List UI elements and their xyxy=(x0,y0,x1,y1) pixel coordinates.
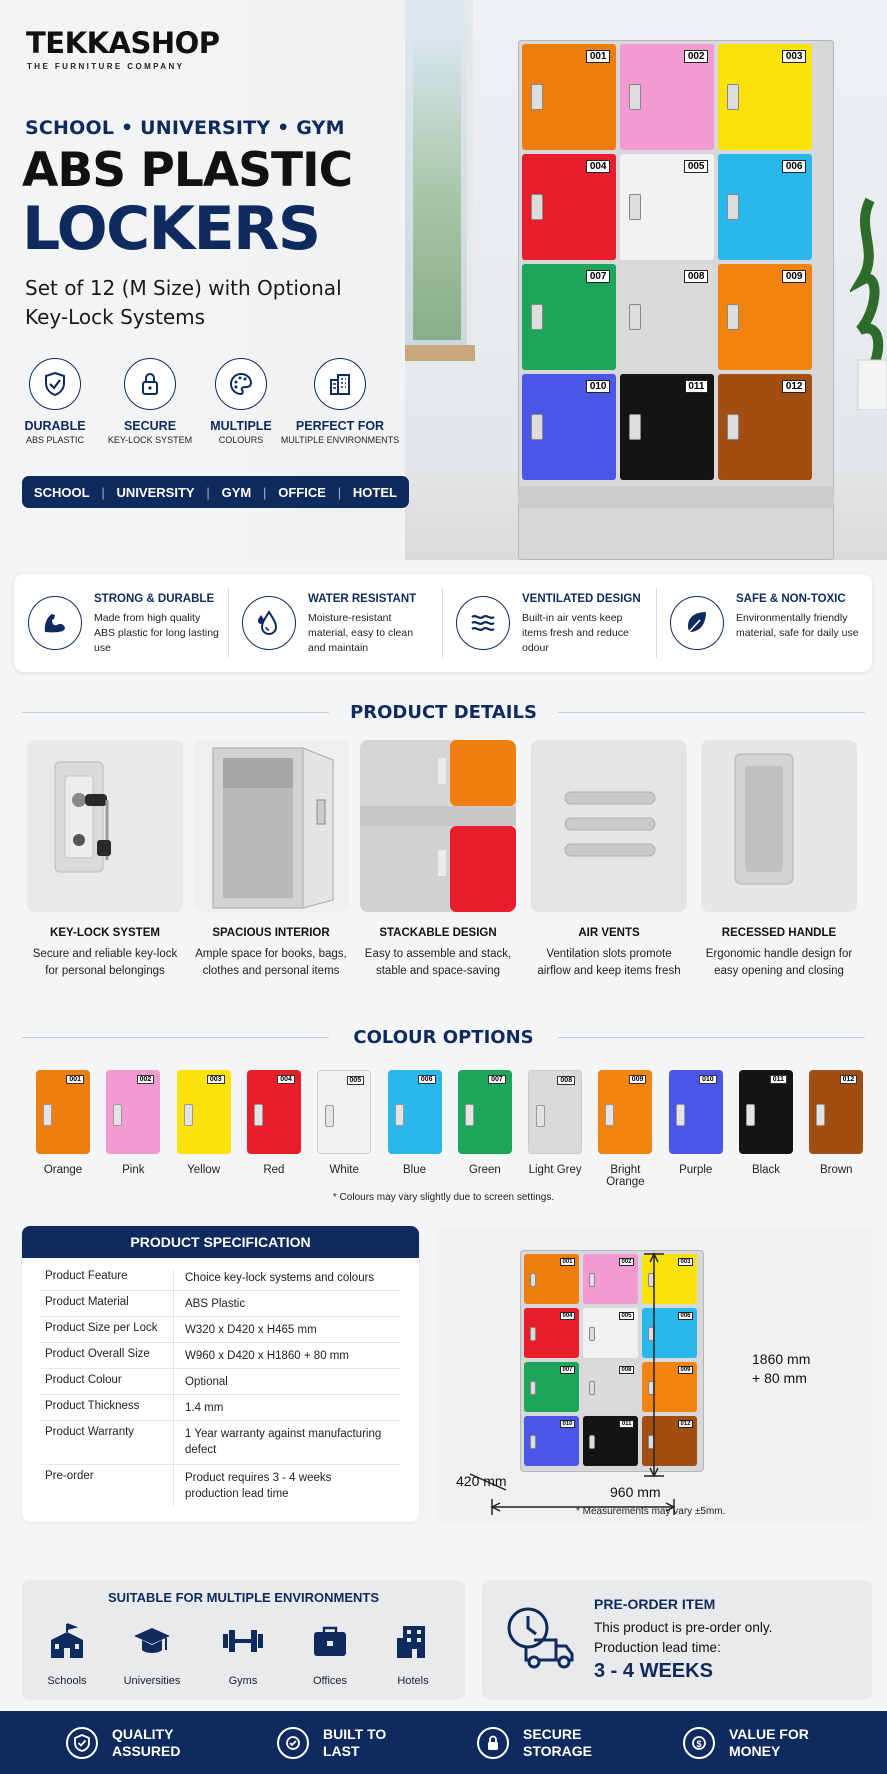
hotel-icon xyxy=(393,1622,433,1660)
footer-line1: VALUE FOR xyxy=(729,1725,809,1742)
spec-column-divider xyxy=(173,1270,174,1506)
locker-door xyxy=(718,264,812,370)
swatch-handle xyxy=(536,1105,545,1127)
env-tag-hotel: HOTEL xyxy=(352,484,397,500)
locker-number: 010 xyxy=(586,380,610,393)
colour-label: Green xyxy=(468,1164,501,1176)
feature-sub: MULTIPLE ENVIRONMENTS xyxy=(280,435,400,445)
colour-swatch[interactable] xyxy=(247,1070,301,1154)
swatch-number: 012 xyxy=(840,1075,858,1084)
locker-number: 005 xyxy=(684,160,708,173)
padlock-icon xyxy=(124,358,176,410)
benefit-title: VENTILATED DESIGN xyxy=(522,593,641,605)
divider xyxy=(40,1342,400,1343)
colour-swatch[interactable] xyxy=(739,1070,793,1154)
swatch-number: 009 xyxy=(629,1075,647,1084)
colour-swatch[interactable] xyxy=(669,1070,723,1154)
locker-handle xyxy=(727,304,739,330)
colour-label: Blue xyxy=(402,1164,427,1176)
env-schools xyxy=(42,1622,92,1687)
locker-number: 009 xyxy=(678,1366,693,1374)
swatch-number: 010 xyxy=(699,1075,717,1084)
footer-line1: QUALITY xyxy=(112,1725,174,1742)
colour-label: White xyxy=(329,1164,359,1176)
dumbbell-icon xyxy=(220,1622,266,1660)
env-label: Universities xyxy=(123,1675,181,1687)
feature-environments xyxy=(280,358,400,445)
preorder-title: PRE-ORDER ITEM xyxy=(594,1596,716,1612)
locker-handle xyxy=(727,414,739,440)
env-tag-separator: | xyxy=(263,484,267,500)
swatch-handle xyxy=(395,1104,404,1126)
footer-line2: LAST xyxy=(323,1742,360,1759)
footer-durable xyxy=(277,1711,386,1774)
footer-line1: SECURE xyxy=(523,1725,582,1742)
swatch-handle xyxy=(605,1104,614,1126)
spec-key: Product Overall Size xyxy=(45,1348,150,1360)
locker-door xyxy=(620,374,714,480)
locker-number: 003 xyxy=(678,1258,693,1266)
colour-label: Orange xyxy=(43,1164,83,1176)
swatch-number: 006 xyxy=(418,1075,436,1084)
feature-secure xyxy=(104,358,196,445)
palette-icon xyxy=(215,358,267,410)
benefit-desc: Made from high quality ABS plastic for long lasting use xyxy=(94,612,219,654)
benefit-desc: Moisture-resistant material, easy to clean and maintain xyxy=(308,612,414,654)
height-label xyxy=(752,1350,810,1388)
suitable-title: SUITABLE FOR MULTIPLE ENVIRONMENTS xyxy=(107,1590,380,1605)
spec-key: Product Colour xyxy=(45,1374,122,1386)
colours-title: COLOUR OPTIONS xyxy=(353,1027,534,1048)
briefcase-icon xyxy=(310,1622,350,1660)
brand-logo: TEKKASHOP xyxy=(26,26,220,60)
durable-badge-icon xyxy=(277,1727,309,1759)
benefits-strip xyxy=(14,574,872,672)
colour-swatch[interactable] xyxy=(317,1070,371,1154)
spec-key: Product Material xyxy=(45,1296,129,1308)
divider xyxy=(40,1464,400,1465)
locker-number: 011 xyxy=(619,1420,634,1428)
locker-number: 007 xyxy=(586,270,610,283)
spec-value: 1.4 mm xyxy=(185,1402,224,1414)
locker-door xyxy=(718,44,812,150)
locker-number: 002 xyxy=(619,1258,634,1266)
locker-door xyxy=(620,44,714,150)
env-tag-separator: | xyxy=(101,484,105,500)
divider xyxy=(40,1368,400,1369)
env-tag-office: OFFICE xyxy=(278,484,326,500)
swatch-number: 005 xyxy=(347,1076,365,1085)
feature-sub: KEY-LOCK SYSTEM xyxy=(107,435,193,445)
swatch-handle xyxy=(184,1104,193,1126)
hero-subtitle: Set of 12 (M Size) with Optional Key-Lock Systems xyxy=(25,276,342,329)
divider xyxy=(40,1420,400,1421)
colour-label: Brown xyxy=(819,1164,853,1176)
preorder-line2: Production lead time: xyxy=(594,1640,721,1655)
svg-text:$: $ xyxy=(696,1738,702,1749)
plant-image xyxy=(850,190,887,410)
locker-number: 004 xyxy=(560,1312,575,1320)
benefit-water xyxy=(228,574,442,672)
spec-title: PRODUCT SPECIFICATION xyxy=(22,1226,419,1258)
benefit-title: STRONG & DURABLE xyxy=(94,593,215,605)
swatch-number: 004 xyxy=(277,1075,295,1084)
locker-door xyxy=(620,154,714,260)
spec-value: Choice key-lock systems and colours xyxy=(185,1272,375,1284)
environment-tag-bar xyxy=(22,476,409,508)
spec-value: Optional xyxy=(185,1376,228,1388)
env-gyms xyxy=(218,1622,268,1687)
detail-image-keylock xyxy=(27,740,183,912)
divider xyxy=(40,1394,400,1395)
locker-door xyxy=(718,374,812,480)
locker-number: 005 xyxy=(619,1312,634,1320)
feature-title: SECURE xyxy=(123,419,177,433)
colour-swatch[interactable] xyxy=(528,1070,582,1154)
spec-key: Product Size per Lock xyxy=(45,1322,158,1334)
env-tag-gym: GYM xyxy=(221,484,252,500)
footer-secure xyxy=(477,1711,592,1774)
swatch-handle xyxy=(43,1104,52,1126)
benefit-ventilated xyxy=(442,574,656,672)
footer-line2: STORAGE xyxy=(523,1742,592,1759)
swatch-number: 007 xyxy=(488,1075,506,1084)
hero-title-line1: ABS PLASTIC xyxy=(22,143,353,198)
hero-locker-image xyxy=(518,40,834,560)
swatch-number: 008 xyxy=(557,1076,575,1085)
colours-note: * Colours may vary slightly due to screen settings. xyxy=(332,1192,555,1203)
detail-image-interior xyxy=(193,740,349,912)
env-tag-school: SCHOOL xyxy=(33,484,90,500)
delivery-clock-icon xyxy=(504,1604,576,1674)
locker-number: 001 xyxy=(560,1258,575,1266)
feature-title: MULTIPLE xyxy=(210,419,272,433)
locker-base xyxy=(518,486,834,508)
locker-number: 006 xyxy=(678,1312,693,1320)
detail-desc: Ventilation slots promote airflow and keep items fresh xyxy=(537,948,681,977)
leaf-icon xyxy=(670,596,724,650)
locker-handle xyxy=(727,194,739,220)
locker-number: 011 xyxy=(685,380,708,393)
school-icon xyxy=(47,1622,87,1660)
swatch-number: 011 xyxy=(770,1075,787,1084)
quality-badge-icon xyxy=(66,1727,98,1759)
env-tag-university: UNIVERSITY xyxy=(116,484,195,500)
depth-label: 420 mm xyxy=(456,1473,507,1489)
brand-tagline: THE FURNITURE COMPANY xyxy=(27,62,185,71)
lock-badge-icon xyxy=(477,1727,509,1759)
footer-line2: MONEY xyxy=(729,1742,781,1759)
width-label: 960 mm xyxy=(610,1484,661,1500)
locker-handle xyxy=(629,414,641,440)
benefit-safe xyxy=(656,574,870,672)
locker-number: 008 xyxy=(619,1366,634,1374)
colour-label: Light Grey xyxy=(528,1164,582,1176)
preorder-lead-time: 3 - 4 WEEKS xyxy=(594,1660,713,1682)
benefit-desc: Built-in air vents keep items fresh and reduce odour xyxy=(522,612,629,654)
locker-door xyxy=(718,154,812,260)
locker-handle xyxy=(531,84,543,110)
spec-value: ABS Plastic xyxy=(185,1298,246,1310)
colour-label: Yellow xyxy=(187,1164,220,1176)
spec-value: W960 x D420 x H1860 + 80 mm xyxy=(185,1350,349,1362)
env-tag-separator: | xyxy=(206,484,210,500)
colour-swatch[interactable] xyxy=(809,1070,863,1154)
suitable-panel xyxy=(22,1580,465,1700)
feature-colours xyxy=(195,358,287,445)
colour-label: Black xyxy=(751,1164,781,1176)
feature-title: DURABLE xyxy=(24,419,86,433)
building-icon xyxy=(314,358,366,410)
locker-door xyxy=(522,264,616,370)
swatch-number: 001 xyxy=(66,1075,84,1084)
env-offices xyxy=(305,1622,355,1687)
locker-handle xyxy=(531,194,543,220)
env-label: Schools xyxy=(47,1675,87,1687)
hero-kicker: SCHOOL • UNIVERSITY • GYM xyxy=(25,117,345,139)
locker-number: 008 xyxy=(684,270,708,283)
spec-value: 1 Year warranty against manufacturing defect xyxy=(185,1428,382,1456)
locker-number: 004 xyxy=(586,160,610,173)
swatch-handle xyxy=(254,1104,263,1126)
details-title: PRODUCT DETAILS xyxy=(350,702,537,723)
spec-key: Product Thickness xyxy=(45,1400,140,1412)
locker-number: 001 xyxy=(586,50,610,63)
env-tag-separator: | xyxy=(337,484,342,500)
spec-key: Product Feature xyxy=(45,1270,128,1282)
env-hotels xyxy=(388,1622,438,1687)
dimensions-panel xyxy=(436,1226,872,1522)
locker-number: 006 xyxy=(782,160,806,173)
env-label: Gyms xyxy=(228,1675,258,1687)
detail-desc: Easy to assemble and stack, stable and space-saving xyxy=(364,948,512,977)
divider xyxy=(40,1290,400,1291)
benefit-title: SAFE & NON-TOXIC xyxy=(736,593,846,605)
swatch-number: 002 xyxy=(137,1075,155,1084)
detail-image-stackable xyxy=(360,740,516,912)
locker-number: 002 xyxy=(684,50,708,63)
spec-key: Product Warranty xyxy=(45,1426,135,1438)
locker-number: 007 xyxy=(560,1366,575,1374)
locker-number: 012 xyxy=(782,380,806,393)
locker-number: 010 xyxy=(560,1420,575,1428)
colour-swatch[interactable] xyxy=(36,1070,90,1154)
spec-key: Pre-order xyxy=(45,1470,94,1482)
locker-door xyxy=(522,154,616,260)
measurement-note: * Measurements may vary ±5mm. xyxy=(576,1506,726,1517)
locker-handle xyxy=(629,84,641,110)
env-universities xyxy=(119,1622,185,1687)
feature-sub: COLOURS xyxy=(218,435,264,445)
detail-title: KEY-LOCK SYSTEM xyxy=(50,927,160,939)
locker-door xyxy=(522,374,616,480)
preorder-line1: This product is pre-order only. xyxy=(594,1620,773,1635)
air-waves-icon xyxy=(456,596,510,650)
env-label: Hotels xyxy=(397,1675,429,1687)
locker-number: 009 xyxy=(782,270,806,283)
detail-title: SPACIOUS INTERIOR xyxy=(212,927,330,939)
feature-sub: ABS PLASTIC xyxy=(25,435,85,445)
locker-door xyxy=(522,44,616,150)
swatch-handle xyxy=(676,1104,685,1126)
colour-label: Purple xyxy=(679,1164,713,1176)
colour-swatch[interactable] xyxy=(598,1070,652,1154)
detail-desc: Ergonomic handle design for easy opening and closing xyxy=(705,948,853,977)
footer-line1: BUILT TO xyxy=(323,1725,387,1742)
benefit-title: WATER RESISTANT xyxy=(308,593,417,605)
colour-label: Pink xyxy=(122,1164,145,1176)
swatch-handle xyxy=(746,1104,755,1126)
locker-door xyxy=(620,264,714,370)
feature-title: PERFECT FOR xyxy=(295,419,385,433)
locker-handle xyxy=(727,84,739,110)
footer-line2: ASSURED xyxy=(112,1742,181,1759)
spec-table xyxy=(22,1226,419,1522)
preorder-panel xyxy=(482,1580,872,1700)
footer-value xyxy=(683,1711,809,1774)
muscle-arm-icon xyxy=(28,596,82,650)
colour-label: Bright Orange xyxy=(606,1164,645,1188)
footer-quality xyxy=(66,1711,180,1774)
feature-durable xyxy=(9,358,101,445)
detail-desc: Ample space for books, bags, clothes and personal items xyxy=(195,948,347,977)
locker-number: 003 xyxy=(782,50,806,63)
env-label: Offices xyxy=(312,1675,348,1687)
colour-swatch[interactable] xyxy=(177,1070,231,1154)
locker-number: 012 xyxy=(678,1420,693,1428)
colour-swatch[interactable] xyxy=(388,1070,442,1154)
detail-title: STACKABLE DESIGN xyxy=(379,927,497,939)
locker-handle xyxy=(531,304,543,330)
benefit-strong xyxy=(14,574,228,672)
divider xyxy=(40,1316,400,1317)
bench-image xyxy=(405,345,475,361)
detail-desc: Secure and reliable key-lock for personal belongings xyxy=(32,948,178,977)
hero-title-line2: LOCKERS xyxy=(22,194,320,264)
water-drops-icon xyxy=(242,596,296,650)
benefit-desc: Environmentally friendly material, safe for daily use xyxy=(736,612,859,639)
detail-image-vents xyxy=(531,740,687,912)
height-value: 1860 mm xyxy=(752,1351,811,1367)
spec-value: W320 x D420 x H465 mm xyxy=(185,1324,317,1336)
colour-label: Red xyxy=(263,1164,285,1176)
spec-value: Product requires 3 - 4 weeks production lead time xyxy=(185,1472,332,1500)
swatch-handle xyxy=(816,1104,825,1126)
swatch-handle xyxy=(465,1104,474,1126)
window-image xyxy=(405,0,473,360)
locker-handle xyxy=(629,304,641,330)
value-badge-icon xyxy=(683,1727,715,1759)
graduation-cap-icon xyxy=(132,1622,172,1660)
swatch-number: 003 xyxy=(207,1075,225,1084)
shield-check-icon xyxy=(29,358,81,410)
height-extra: + 80 mm xyxy=(752,1370,807,1386)
locker-handle xyxy=(629,194,641,220)
locker-handle xyxy=(531,414,543,440)
colour-swatch[interactable] xyxy=(458,1070,512,1154)
swatch-handle xyxy=(325,1105,334,1127)
detail-image-handle xyxy=(701,740,857,912)
detail-title: RECESSED HANDLE xyxy=(721,927,837,939)
detail-title: AIR VENTS xyxy=(578,927,640,939)
swatch-handle xyxy=(113,1104,122,1126)
colour-swatch[interactable] xyxy=(106,1070,160,1154)
